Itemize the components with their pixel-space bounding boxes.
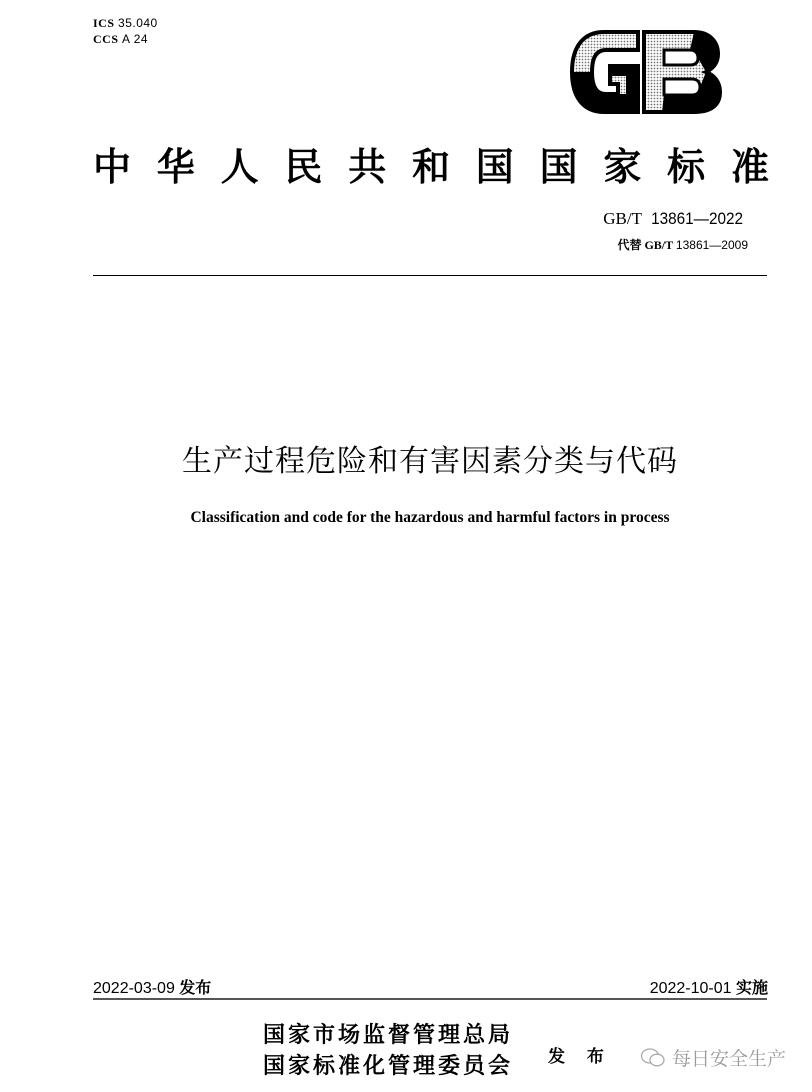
publisher-sac: 国家标准化管理委员会 [263,1053,514,1079]
heading-char: 中 [93,144,132,189]
replaces-prefix: GB/T [644,238,673,252]
replaces-label: 代替 [617,238,642,252]
ics-label: ICS [93,16,115,30]
bottom-divider [93,998,767,1000]
heading-char: 和 [411,144,450,189]
heading-char: 华 [156,144,195,189]
implementation-date [650,975,768,998]
ccs-code [93,32,148,47]
heading-char: 准 [730,144,769,189]
top-divider [93,275,767,276]
heading-char: 国 [539,144,578,189]
replaces-standard [617,236,748,253]
ics-value: 35.040 [118,16,158,30]
national-standard-heading [93,136,769,191]
issue-date-label: 发布 [179,978,212,997]
wechat-icon [640,1047,666,1069]
heading-char: 家 [603,144,642,189]
ics-code [93,16,158,31]
issue-date-value: 2022-03-09 [93,980,175,997]
heading-char: 民 [284,144,323,189]
ccs-value: A 24 [122,32,149,46]
heading-char: 人 [220,144,259,189]
title-chinese: 生产过程危险和有害因素分类与代码 [182,444,678,479]
heading-char: 标 [667,144,706,189]
title-english: Classification and code for the hazardous and harmful factors in process [190,509,670,526]
publish-label: 发 布 [548,1047,612,1067]
standard-prefix: GB/T [603,209,642,228]
watermark [640,1044,786,1071]
heading-char: 国 [475,144,514,189]
watermark-text: 每日安全生产 [672,1048,787,1070]
implementation-date-value: 2022-10-01 [649,980,732,997]
heading-char: 共 [348,144,387,189]
issue-date [93,975,211,998]
standard-number [603,209,748,229]
replaces-number: 13861—2009 [675,238,748,252]
gb-logo [566,28,724,116]
standard-number-value: 13861—2022 [651,209,743,228]
implementation-date-label: 实施 [735,978,768,997]
publisher-samr: 国家市场监督管理总局 [263,1022,514,1048]
ccs-label: CCS [93,32,119,46]
